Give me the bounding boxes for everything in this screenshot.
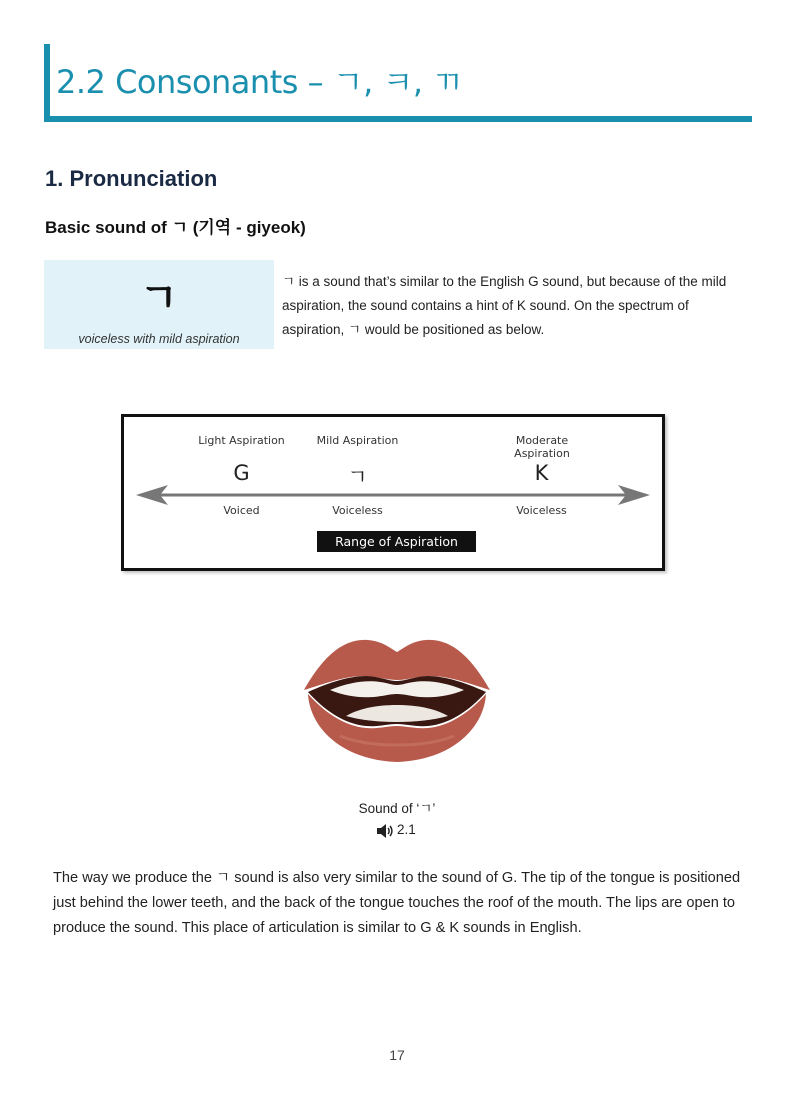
letter-glyph: ㄱ	[139, 275, 179, 321]
point-3-symbol: K	[534, 461, 549, 485]
page-title: 2.2 Consonants – ㄱ, ㅋ, ㄲ	[56, 63, 463, 101]
point-1-bottom-label: Voiced	[223, 504, 260, 517]
audio-track-number: 2.1	[397, 822, 416, 837]
lips-illustration	[300, 632, 494, 768]
point-3-bottom-label: Voiceless	[516, 504, 567, 517]
point-1-symbol: G	[233, 461, 250, 485]
heading-underline	[44, 116, 752, 122]
point-2-bottom-label: Voiceless	[332, 504, 383, 517]
page-number: 17	[389, 1047, 405, 1063]
point-3-top-label: Moderate Aspiration	[514, 434, 570, 460]
mouth-caption: Sound of ‘ㄱ’	[358, 801, 436, 816]
section-subtitle: Basic sound of ㄱ (기역 - giyeok)	[45, 218, 306, 237]
point-2-symbol: ㄱ	[347, 465, 368, 489]
point-1-top-label: Light Aspiration	[198, 434, 285, 447]
letter-caption: voiceless with mild aspiration	[78, 332, 240, 346]
intro-paragraph: ㄱ is a sound that’s similar to the English G sound, but because of the mild aspiration, the sound contains a hint of K sound. On the spectrum of aspiration, ㄱ would be positioned as below.	[282, 274, 727, 337]
body-paragraph: The way we produce the ㄱ sound is also very similar to the sound of G. The tip of the tongue is positioned just behind the lower teeth, and the back of the tongue touches the roof of the mouth. The lips are open to produce the sound. This place of articulation is similar to G & K sounds in English.	[53, 870, 741, 936]
heading-accent-bar	[44, 44, 50, 122]
section-title: 1. Pronunciation	[45, 166, 218, 191]
point-2-top-label: Mild Aspiration	[316, 434, 399, 447]
aspiration-diagram	[121, 414, 665, 571]
speaker-icon	[376, 823, 394, 839]
range-label: Range of Aspiration	[317, 531, 476, 552]
letter-card	[44, 260, 274, 349]
chapter-heading	[44, 44, 752, 122]
